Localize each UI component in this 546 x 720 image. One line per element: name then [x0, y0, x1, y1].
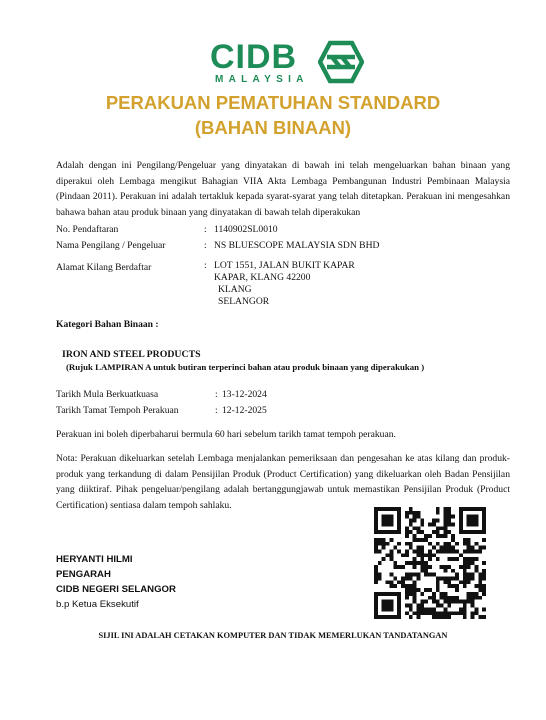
start-date-label: Tarikh Mula Berkuatkuasa: [56, 389, 159, 400]
cidb-logo: [210, 40, 360, 86]
colon: :: [204, 260, 207, 271]
registration-number: 1140902SL0010: [214, 224, 278, 235]
address-line: LOT 1551, JALAN BUKIT KAPAR: [214, 260, 355, 271]
appendix-note: (Rujuk LAMPIRAN A untuk butiran terperinci bahan atau produk binaan yang diperakukan ): [66, 362, 425, 372]
signatory-position: PENGARAH: [56, 569, 111, 580]
colon: :: [215, 405, 218, 416]
product-category: IRON AND STEEL PRODUCTS: [62, 349, 201, 360]
colon: :: [204, 240, 207, 251]
address-line: KLANG: [218, 284, 252, 295]
address-line: KAPAR, KLANG 42200: [214, 272, 311, 283]
signatory-office: CIDB NEGERI SELANGOR: [56, 584, 176, 595]
certificate-subtitle: (BAHAN BINAAN): [194, 117, 352, 138]
address-line: SELANGOR: [218, 296, 270, 307]
colon: :: [204, 224, 207, 235]
manufacturer-name: NS BLUESCOPE MALAYSIA SDN BHD: [214, 240, 380, 251]
signatory-behalf: b.p Ketua Eksekutif: [56, 599, 139, 610]
logo-country: MALAYSIA: [215, 74, 309, 85]
address-label: Alamat Kilang Berdaftar: [56, 262, 152, 273]
category-label: Kategori Bahan Binaan :: [56, 319, 159, 330]
cidb-bridge-icon: [318, 40, 364, 84]
start-date: 13-12-2024: [222, 389, 267, 400]
signatory-name: HERYANTI HILMI: [56, 554, 133, 565]
logo-wordmark: CIDB: [210, 38, 298, 76]
end-date-label: Tarikh Tamat Tempoh Perakuan: [56, 405, 179, 416]
certificate-title: PERAKUAN PEMATUHAN STANDARD: [105, 92, 441, 113]
manufacturer-label: Nama Pengilang / Pengeluar: [56, 240, 166, 251]
nota-paragraph: Nota: Perakuan dikeluarkan setelah Lembaga menjalankan pemeriksaan dan pengesahan ke atas kilang dan produk-produk yang terkandung di dalam Pensijilan Produk (Product Certification) yang dikeluarkan oleh Badan Pensijilan yang diiktiraf. Pihak pengeluar/pengilang adalah bertanggungjawab untuk memastikan Pensijilan Produk (Product Certification) sentiasa dalam tempoh sahlaku.: [56, 453, 510, 511]
renewal-note: Perakuan ini boleh diperbaharui bermula 60 hari sebelum tarikh tamat tempoh perakuan.: [56, 429, 396, 440]
intro-paragraph: Adalah dengan ini Pengilang/Pengeluar yang dinyatakan di bawah ini telah mengeluarkan bahan binaan yang diperakui oleh Lembaga mengikut Bahagian VIIA Akta Lembaga Pembangunan Industri Pembinaan Malaysia (Pindaan 2011). Perakuan ini adalah tertakluk kepada syarat-syarat yang telah ditetapkan. Perakuan ini mengesahkan bahawa bahan atau produk binaan yang dinyatakan di bawah telah diperakukan: [56, 160, 510, 218]
footer-note: SIJIL INI ADALAH CETAKAN KOMPUTER DAN TIDAK MEMERLUKAN TANDATANGAN: [98, 631, 448, 640]
registration-label: No. Pendaftaran: [56, 224, 119, 235]
end-date: 12-12-2025: [222, 405, 267, 416]
qr-code-icon: [374, 507, 486, 619]
colon: :: [215, 389, 218, 400]
